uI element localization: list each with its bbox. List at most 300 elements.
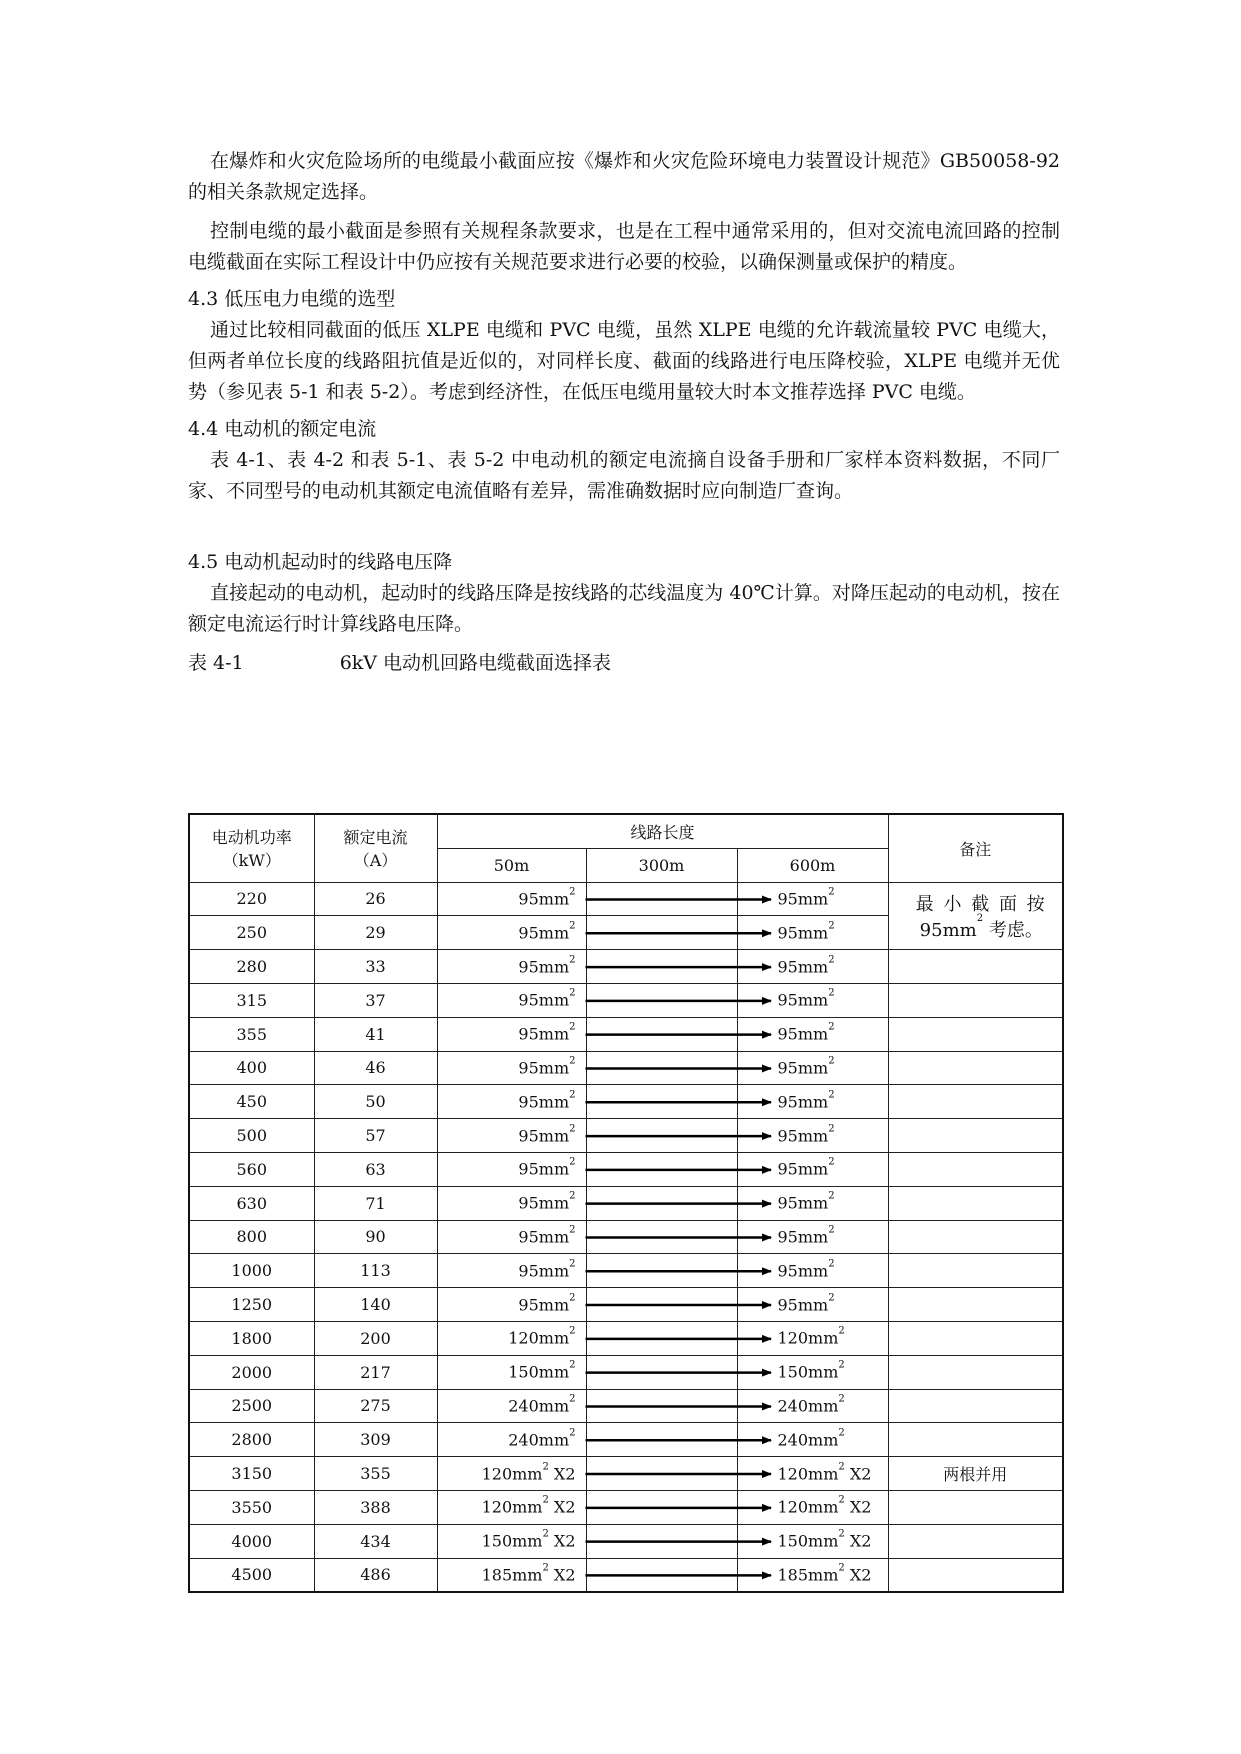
cell-length-600m [737,1220,888,1254]
table-row [189,882,1063,916]
cell-note-empty [888,1355,1063,1389]
table-caption-number: 表 4-1 [188,652,244,674]
cell-note-empty [888,1051,1063,1085]
cell-motor-power: 1800 [189,1321,314,1355]
cell-length-300m [586,1558,737,1592]
table-row [189,1152,1063,1186]
superscript-2: 2 [569,1224,576,1236]
cell-motor-power: 1250 [189,1288,314,1322]
cell-rated-current: 63 [314,1152,437,1186]
cell-length-300m [586,1051,737,1085]
superscript-2: 2 [542,1461,549,1473]
superscript-2: 2 [569,1393,576,1405]
superscript-2: 2 [569,1292,576,1304]
cross-section-start-value: 95mm [518,1024,570,1044]
cross-section-end [777,1461,872,1484]
cell-rated-current: 200 [314,1321,437,1355]
cell-length-300m [586,1220,737,1254]
cross-section-start [518,1123,576,1146]
cross-section-end-value: 120mm [777,1328,839,1348]
superscript-2: 2 [838,1427,845,1439]
cell-motor-power: 800 [189,1220,314,1254]
cell-rated-current: 26 [314,882,437,916]
cell-note-empty [888,1254,1063,1288]
cross-section-end-value: 240mm [777,1396,839,1416]
cell-rated-current: 217 [314,1355,437,1389]
cell-length-600m [737,1152,888,1186]
heading-4-3: 4.3 低压电力电缆的选型 [188,288,396,310]
cell-note-empty [888,983,1063,1017]
cell-motor-power: 220 [189,882,314,916]
cross-section-start [518,920,576,943]
table-row [189,1524,1063,1558]
table-row [189,1457,1063,1491]
superscript-2: 2 [838,1393,845,1405]
cell-rated-current: 57 [314,1119,437,1153]
cross-section-start-value: 120mm [481,1464,543,1484]
superscript-2: 2 [569,1123,576,1135]
cell-length-600m [737,1051,888,1085]
superscript-2: 2 [569,1359,576,1371]
cross-section-start [508,1325,576,1348]
cell-length-300m [586,983,737,1017]
cross-section-start-value: 95mm [518,1295,570,1315]
superscript-2: 2 [838,1562,845,1574]
cell-length-50m [437,1220,586,1254]
cross-section-start [518,1089,576,1112]
paragraph-low-voltage-cable: 通过比较相同截面的低压 XLPE 电缆和 PVC 电缆，虽然 XLPE 电缆的允许载流量较 PVC 电缆大，但两者单位长度的线路阻抗值是近似的，对同样长度、截面的线路进行电压降校验，XLPE 电缆并无优势（参见表 5-1 和表 5-2）。考虑到经济性，在低压电缆用量较大时本文推荐选择 PVC 电缆。 [188,319,1060,403]
cross-section-start [508,1393,576,1416]
cell-length-600m [737,1119,888,1153]
cell-rated-current: 90 [314,1220,437,1254]
cross-section-start-value: 120mm [508,1328,570,1348]
cell-length-50m [437,1186,586,1220]
superscript-2: 2 [828,886,835,898]
table-body [189,882,1063,1592]
cell-rated-current: 71 [314,1186,437,1220]
cross-section-end-value: 95mm [777,1295,829,1315]
cell-motor-power: 3550 [189,1490,314,1524]
cross-section-end-value: 95mm [777,1261,829,1281]
cell-length-50m [437,1423,586,1457]
cell-length-300m [586,950,737,984]
table-caption [188,648,1060,679]
cell-note-empty [888,1321,1063,1355]
superscript-2: 2 [828,1190,835,1202]
superscript-2: 2 [569,954,576,966]
superscript-2: 2 [838,1359,845,1371]
table-row [189,1490,1063,1524]
cross-section-start-value: 95mm [518,957,570,977]
cross-section-start-mult: X2 [548,1497,576,1517]
table-row [189,1288,1063,1322]
cross-section-start [518,1021,576,1044]
cell-length-600m [737,1524,888,1558]
cross-section-start-mult: X2 [548,1565,576,1585]
cell-length-600m [737,983,888,1017]
cross-section-end [777,1089,835,1112]
cross-section-start-value: 240mm [508,1396,570,1416]
cross-section-end-value: 95mm [777,957,829,977]
cell-rated-current: 388 [314,1490,437,1524]
cross-section-start-value: 95mm [518,1227,570,1247]
cross-section-end [777,1292,835,1315]
header-rated-current [314,814,437,882]
cross-section-start [481,1528,576,1551]
cross-section-start [481,1562,576,1585]
cell-rated-current: 486 [314,1558,437,1592]
cross-section-end [777,1055,835,1078]
paragraph-control-cable: 控制电缆的最小截面是参照有关规程条款要求，也是在工程中通常采用的，但对交流电流回路的控制电缆截面在实际工程设计中仍应按有关规范要求进行必要的校验，以确保测量或保护的精度。 [188,220,1060,273]
cell-note-min-section [888,882,1063,950]
cell-note-empty [888,950,1063,984]
cell-length-300m [586,1017,737,1051]
superscript-2: 2 [838,1528,845,1540]
cross-section-end [777,1156,835,1179]
cross-section-start-value: 95mm [518,990,570,1010]
cross-section-end-value: 95mm [777,889,829,909]
cell-length-600m [737,950,888,984]
cross-section-end [777,954,835,977]
cell-length-300m [586,1288,737,1322]
cross-section-end-value: 150mm [777,1531,839,1551]
cross-section-end-value: 95mm [777,1227,829,1247]
cross-section-start [518,1190,576,1213]
cell-rated-current: 37 [314,983,437,1017]
superscript-2: 2 [569,886,576,898]
cross-section-start-value: 150mm [508,1362,570,1382]
cross-section-end-value: 120mm [777,1497,839,1517]
superscript-2: 2 [828,1123,835,1135]
cross-section-end-value: 95mm [777,1126,829,1146]
cell-length-600m [737,882,888,916]
cell-length-50m [437,983,586,1017]
cross-section-end [777,1021,835,1044]
superscript-2: 2 [569,1427,576,1439]
cell-note-empty [888,1017,1063,1051]
superscript-2: 2 [542,1494,549,1506]
table-row [189,1119,1063,1153]
cross-section-start-mult: X2 [548,1531,576,1551]
table-row [189,1254,1063,1288]
cell-length-50m [437,950,586,984]
cross-section-end-value: 95mm [777,990,829,1010]
superscript-2: 2 [828,1224,835,1236]
paragraph-voltage-drop: 直接起动的电动机，起动时的线路压降是按线路的芯线温度为 40℃计算。对降压起动的电动机，按在额定电流运行时计算线路电压降。 [188,582,1060,635]
header-note: 备注 [888,814,1063,882]
cell-length-50m [437,1288,586,1322]
cross-section-end [777,886,835,909]
cable-selection-table [188,813,1064,1593]
cell-motor-power: 560 [189,1152,314,1186]
cross-section-end [777,920,835,943]
cell-length-300m [586,1457,737,1491]
cell-note-empty [888,1186,1063,1220]
cross-section-start-value: 95mm [518,1126,570,1146]
cell-length-300m [586,1254,737,1288]
cross-section-start [518,1258,576,1281]
cross-section-end-mult: X2 [844,1497,872,1517]
table-row [189,1017,1063,1051]
table-row [189,1423,1063,1457]
cross-section-end-value: 240mm [777,1430,839,1450]
table-row [189,1085,1063,1119]
cross-section-end-value: 95mm [777,1092,829,1112]
cell-motor-power: 280 [189,950,314,984]
cross-section-start-value: 95mm [518,1159,570,1179]
superscript-2: 2 [838,1494,845,1506]
superscript-2: 2 [569,1325,576,1337]
cell-rated-current: 29 [314,916,437,950]
cross-section-start [518,1055,576,1078]
note-line-2 [901,912,1063,942]
cell-length-300m [586,1119,737,1153]
cell-length-300m [586,916,737,950]
header-length-600m: 600m [737,848,888,882]
header-rated-current-unit: （A） [353,851,398,871]
cross-section-start [508,1359,576,1382]
cell-note-empty [888,1288,1063,1322]
cell-motor-power: 630 [189,1186,314,1220]
superscript-2: 2 [569,1156,576,1168]
superscript-2: 2 [828,1055,835,1067]
cell-length-50m [437,1152,586,1186]
table-row [189,1355,1063,1389]
note-line-1: 最 小 截 面 按 [915,893,1047,915]
heading-4-4: 4.4 电动机的额定电流 [188,418,377,440]
cell-motor-power: 2500 [189,1389,314,1423]
table-row [189,1321,1063,1355]
cross-section-start-value: 95mm [518,889,570,909]
cross-section-start-value: 150mm [481,1531,543,1551]
cell-motor-power: 400 [189,1051,314,1085]
cell-rated-current: 113 [314,1254,437,1288]
cross-section-start-value: 95mm [518,1261,570,1281]
header-rated-current-label: 额定电流 [343,828,408,848]
cell-length-50m [437,1490,586,1524]
cell-motor-power: 4500 [189,1558,314,1592]
cross-section-end [777,1325,845,1348]
cell-note-empty [888,1389,1063,1423]
cross-section-start [508,1427,576,1450]
cell-length-50m [437,1558,586,1592]
superscript-2: 2 [828,1292,835,1304]
cross-section-end-value: 185mm [777,1565,839,1585]
cell-length-50m [437,916,586,950]
cell-note-empty [888,1490,1063,1524]
cross-section-start [481,1461,576,1484]
heading-4-5: 4.5 电动机起动时的线路电压降 [188,551,453,573]
cell-length-600m [737,1321,888,1355]
document-body [188,146,1060,685]
cell-length-300m [586,1321,737,1355]
cell-length-50m [437,1524,586,1558]
cross-section-end [777,1528,872,1551]
cross-section-start [518,1292,576,1315]
cell-note-empty [888,1423,1063,1457]
cell-length-600m [737,1186,888,1220]
cell-length-50m [437,882,586,916]
table-caption-title: 6kV 电动机回路电缆截面选择表 [339,652,612,674]
cell-length-300m [586,1152,737,1186]
cell-length-600m [737,1558,888,1592]
cross-section-start-value: 95mm [518,1092,570,1112]
cell-length-300m [586,1423,737,1457]
superscript-2: 2 [569,920,576,932]
cell-rated-current: 33 [314,950,437,984]
superscript-2: 2 [569,1190,576,1202]
cross-section-start-value: 185mm [481,1565,543,1585]
cell-length-50m [437,1085,586,1119]
cell-length-300m [586,1524,737,1558]
paragraph-rated-current: 表 4-1、表 4-2 和表 5-1、表 5-2 中电动机的额定电流摘自设备手册和厂家样本资料数据，不同厂家、不同型号的电动机其额定电流值略有差异，需准确数据时应向制造厂查询。 [188,449,1060,502]
cross-section-end-value: 120mm [777,1464,839,1484]
cell-motor-power: 250 [189,916,314,950]
header-length-300m: 300m [586,848,737,882]
cross-section-end [777,1562,872,1585]
cell-motor-power: 315 [189,983,314,1017]
superscript-2: 2 [569,1055,576,1067]
cell-rated-current: 50 [314,1085,437,1119]
cross-section-start [518,1224,576,1247]
header-motor-power [189,814,314,882]
note-consider: 考虑。 [983,919,1043,941]
cell-note-empty [888,1085,1063,1119]
cell-length-600m [737,1017,888,1051]
cross-section-end [777,1224,835,1247]
cell-length-50m [437,1017,586,1051]
cell-length-300m [586,1389,737,1423]
cross-section-start-value: 95mm [518,1058,570,1078]
cell-rated-current: 46 [314,1051,437,1085]
cell-length-50m [437,1254,586,1288]
cell-motor-power: 4000 [189,1524,314,1558]
cross-section-end [777,1393,845,1416]
superscript-2: 2 [976,912,984,924]
cell-motor-power: 355 [189,1017,314,1051]
cell-motor-power: 3150 [189,1457,314,1491]
cell-motor-power: 1000 [189,1254,314,1288]
superscript-2: 2 [838,1325,845,1337]
cell-length-300m [586,1085,737,1119]
cell-length-600m [737,916,888,950]
cell-length-600m [737,1490,888,1524]
cell-note-empty [888,1220,1063,1254]
cross-section-end [777,1190,835,1213]
cell-rated-current: 434 [314,1524,437,1558]
cell-rated-current: 309 [314,1423,437,1457]
cell-rated-current: 140 [314,1288,437,1322]
cross-section-end [777,1427,845,1450]
cross-section-start [518,987,576,1010]
superscript-2: 2 [828,1021,835,1033]
cell-motor-power: 450 [189,1085,314,1119]
superscript-2: 2 [828,1258,835,1270]
cross-section-end-value: 95mm [777,1024,829,1044]
cell-rated-current: 275 [314,1389,437,1423]
superscript-2: 2 [542,1528,549,1540]
cell-length-50m [437,1389,586,1423]
cross-section-end [777,1494,872,1517]
superscript-2: 2 [838,1461,845,1473]
table-row [189,1389,1063,1423]
cross-section-end-value: 95mm [777,1159,829,1179]
cross-section-end [777,1123,835,1146]
cross-section-end-value: 95mm [777,923,829,943]
cell-length-300m [586,1490,737,1524]
cross-section-end [777,1359,845,1382]
cross-section-end-value: 150mm [777,1362,839,1382]
cell-note-empty [888,1119,1063,1153]
note-size: 95mm [919,919,977,941]
cell-note-empty [888,1558,1063,1592]
cross-section-start-value: 95mm [518,1193,570,1213]
cell-rated-current: 41 [314,1017,437,1051]
table-row [189,983,1063,1017]
cell-length-50m [437,1321,586,1355]
cell-length-300m [586,882,737,916]
table-row [189,1051,1063,1085]
cell-motor-power: 500 [189,1119,314,1153]
cross-section-end-value: 95mm [777,1193,829,1213]
cell-motor-power: 2000 [189,1355,314,1389]
cross-section-end [777,987,835,1010]
superscript-2: 2 [828,987,835,999]
header-line-length: 线路长度 [437,814,888,848]
header-motor-power-label: 电动机功率 [211,828,292,848]
cell-length-50m [437,1355,586,1389]
cross-section-start-mult: X2 [548,1464,576,1484]
cross-section-start [481,1494,576,1517]
cell-length-50m [437,1457,586,1491]
header-length-50m: 50m [437,848,586,882]
superscript-2: 2 [569,1258,576,1270]
cross-section-end-mult: X2 [844,1531,872,1551]
superscript-2: 2 [569,1089,576,1101]
table-row [189,1186,1063,1220]
cross-section-end-value: 95mm [777,1058,829,1078]
table-row [189,1220,1063,1254]
superscript-2: 2 [828,954,835,966]
superscript-2: 2 [569,987,576,999]
cell-motor-power: 2800 [189,1423,314,1457]
cell-note-empty [888,1524,1063,1558]
cell-length-600m [737,1288,888,1322]
table-row [189,950,1063,984]
cell-length-50m [437,1119,586,1153]
cell-length-600m [737,1085,888,1119]
table-row [189,1558,1063,1592]
cell-length-600m [737,1423,888,1457]
cross-section-start-value: 95mm [518,923,570,943]
cross-section-start [518,1156,576,1179]
superscript-2: 2 [828,1156,835,1168]
header-motor-power-unit: （kW） [222,851,281,871]
cell-rated-current: 355 [314,1457,437,1491]
cell-length-600m [737,1389,888,1423]
cell-length-300m [586,1186,737,1220]
cell-length-600m [737,1254,888,1288]
cross-section-end [777,1258,835,1281]
superscript-2: 2 [828,920,835,932]
paragraph-explosion-hazard: 在爆炸和火灾危险场所的电缆最小截面应按《爆炸和火灾危险环境电力装置设计规范》GB50058-92 的相关条款规定选择。 [188,150,1060,203]
cell-note-empty [888,1152,1063,1186]
cross-section-start-value: 240mm [508,1430,570,1450]
superscript-2: 2 [828,1089,835,1101]
cell-length-600m [737,1457,888,1491]
cross-section-end-mult: X2 [844,1464,872,1484]
cross-section-start [518,886,576,909]
